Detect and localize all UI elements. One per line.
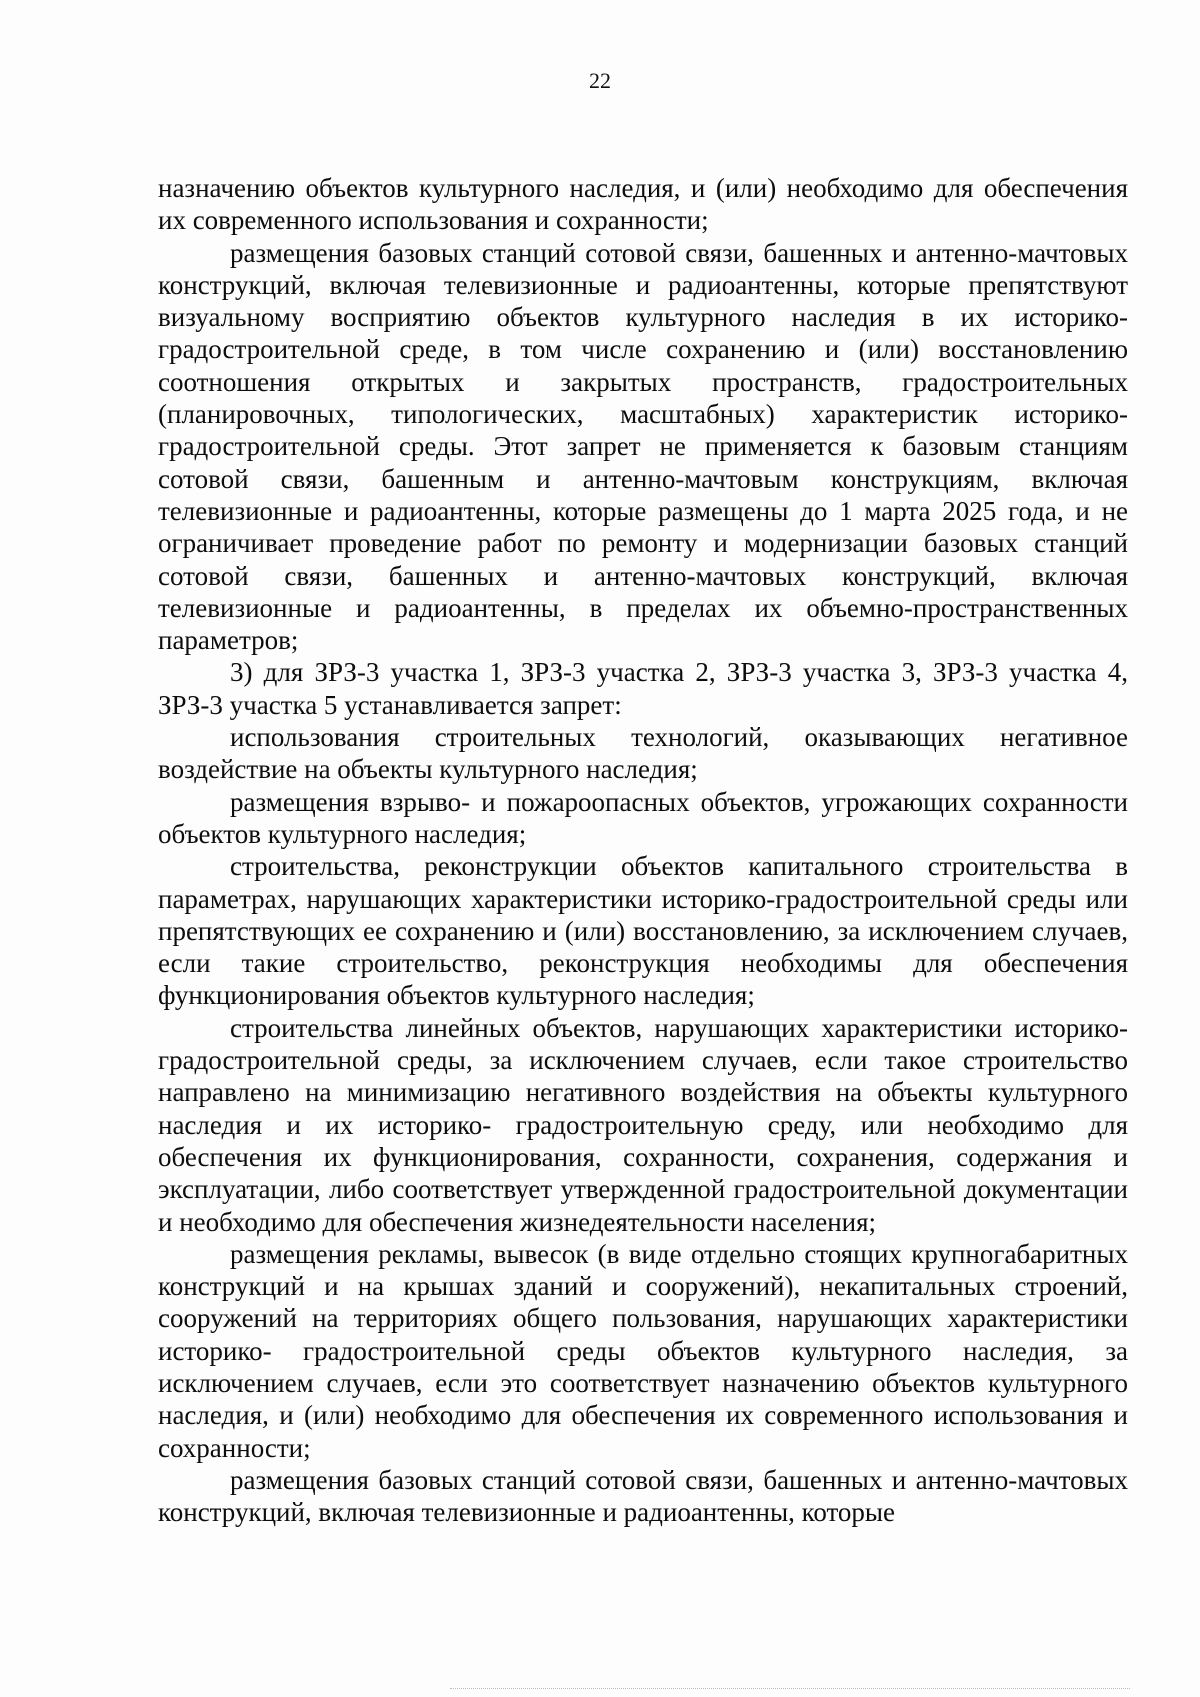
page-number: 22 [589,68,611,93]
document-body [158,172,1128,1528]
paragraph: размещения базовых станций сотовой связи, башенных и антенно-мачтовых конструкций, включая телевизионные и радиоантенны, которые препятствуют визуальному восприятию объектов культурного наследия в их историко-градостроительной среде, в том числе сохранению и (или) восстановлению соотношения открытых и закрытых пространств, градостроительных (планировочных, типологических, масштабных) характеристик историко-градостроительной среды. Этот запрет не применяется к базовым станциям сотовой связи, башенным и антенно-мачтовым конструкциям, включая телевизионные и радиоантенны, которые размещены до 1 марта 2025 года, и не ограничивает проведение работ по ремонту и модернизации базовых станций сотовой связи, башенных и антенно-мачтовых конструкций, включая телевизионные и радиоантенны, в пределах их объемно-пространственных параметров; [158,237,1128,656]
paragraph: строительства линейных объектов, нарушающих характеристики историко- градостроительной среды, за исключением случаев, если такое строительство направлено на минимизацию негативного воздействия на объекты культурного наследия и их историко- градостроительную среду, или необходимо для обеспечения их функционирования, сохранности, сохранения, содержания и эксплуатации, либо соответствует утвержденной градостроительной документации и необходимо для обеспечения жизнедеятельности населения; [158,1012,1128,1237]
paragraph: назначению объектов культурного наследия, и (или) необходимо для обеспечения их современного использования и сохранности; [158,173,1128,236]
paragraph: использования строительных технологий, оказывающих негативное воздействие на объекты культурного наследия; [158,722,1128,785]
paragraph: 3) для ЗРЗ-3 участка 1, ЗРЗ-3 участка 2, ЗРЗ-3 участка 3, ЗРЗ-3 участка 4, ЗРЗ-3 участка 5 устанавливается запрет: [158,657,1128,720]
paragraph: строительства, реконструкции объектов капитального строительства в параметрах, нарушающих характеристики историко-градостроительной среды или препятствующих ее сохранению и (или) восстановлению, за исключением случаев, если такие строительство, реконструкция необходимы для обеспечения функционирования объектов культурного наследия; [158,851,1128,1011]
paragraph: размещения базовых станций сотовой связи, башенных и антенно-мачтовых конструкций, включая телевизионные и радиоантенны, которые [158,1464,1128,1528]
paragraph: размещения взрыво- и пожароопасных объектов, угрожающих сохранности объектов культурного наследия; [158,786,1128,849]
paragraph: размещения рекламы, вывесок (в виде отдельно стоящих крупногабаритных конструкций и на крышах зданий и сооружений), некапитальных строений, сооружений на территориях общего пользования, нарушающих характеристики историко- градостроительной среды объектов культурного наследия, за исключением случаев, если это соответствует назначению объектов культурного наследия, и (или) необходимо для обеспечения их современного использования и сохранности; [158,1238,1128,1463]
scan-artifact-line [450,1688,1130,1689]
